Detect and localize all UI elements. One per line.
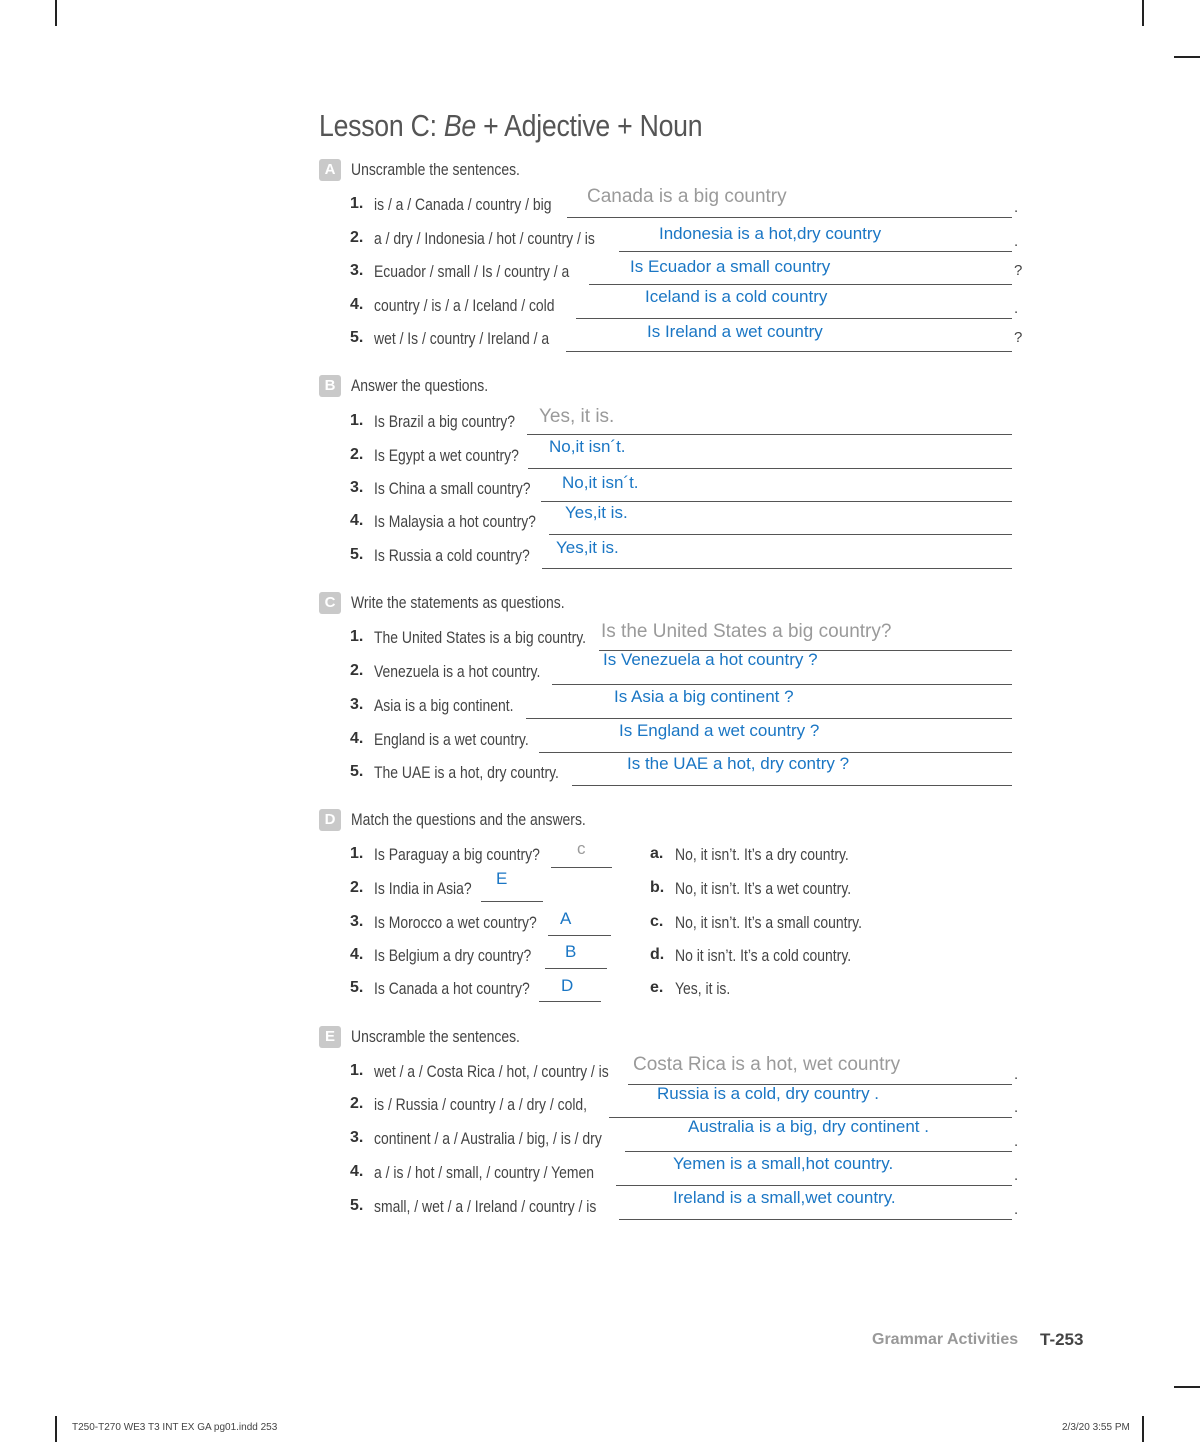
answer-input[interactable]: D (561, 976, 574, 995)
footer-section-label: Grammar Activities (872, 1331, 1019, 1348)
answer-input[interactable]: Russia is a cold, dry country . (657, 1084, 880, 1103)
match-option: a. No, it isn’t. It’s a dry country. (650, 845, 849, 864)
crop-mark (1142, 1416, 1144, 1442)
page-number: T-253 (1040, 1330, 1084, 1349)
section-instruction: Unscramble the sentences. (351, 160, 520, 179)
exercise-b-item: 4. Is Malaysia a hot country? Yes,it is. (319, 509, 1019, 535)
answer-line (527, 434, 1012, 435)
answer-line (541, 501, 1012, 502)
answer-input[interactable]: Is Ecuador a small country (630, 257, 831, 276)
answer-line (572, 785, 1012, 786)
answer-line (567, 217, 1012, 218)
title-italic-be: Be (443, 108, 476, 143)
section-instruction: Match the questions and the answers. (351, 810, 586, 829)
crop-mark (1174, 56, 1200, 58)
answer-line (545, 968, 607, 969)
answer-line (566, 351, 1012, 352)
answer-line (576, 318, 1012, 319)
answer-input[interactable]: Is Ireland a wet country (647, 322, 823, 341)
exercise-b-item: 1. Is Brazil a big country? Yes, it is. (319, 409, 1019, 435)
crop-mark (1174, 1386, 1200, 1388)
answer-input[interactable]: Is Venezuela a hot country ? (603, 650, 818, 669)
answer-line (616, 1185, 1012, 1186)
section-instruction: Answer the questions. (351, 376, 489, 395)
exercise-a-item: 5. wet / Is / country / Ireland / a Is Ireland a wet country ? (319, 326, 1024, 352)
exercise-c-item: 4. England is a wet country. Is England a wet country ? (319, 727, 1019, 753)
answer-line (548, 935, 611, 936)
exercise-e-item: 4. a / is / hot / small, / country / Yemen Yemen is a small,hot country. . (350, 1154, 1019, 1184)
answer-line (619, 251, 1012, 252)
match-option: b. No, it isn’t. It’s a wet country. (650, 879, 852, 898)
answer-line (551, 867, 612, 868)
exercise-b-item: 5. Is Russia a cold country? Yes,it is. (319, 543, 1019, 569)
answer-input[interactable]: Is the UAE a hot, dry contry ? (627, 754, 850, 773)
crop-mark (55, 0, 57, 26)
exercise-a-item: 4. country / is / a / Iceland / cold Iceland is a cold country . (350, 287, 1019, 317)
crop-mark (55, 1416, 57, 1442)
answer-line (539, 752, 1012, 753)
answer-input[interactable]: Iceland is a cold country (645, 287, 828, 306)
section-badge: C (319, 592, 341, 614)
answer-input[interactable]: No,it isn´t. (562, 473, 639, 492)
match-question: 5. Is Canada a hot country? D (319, 976, 619, 1002)
answer-input[interactable]: A (560, 909, 572, 928)
exercise-c-item: 5. The UAE is a hot, dry country. Is the UAE a hot, dry contry ? (319, 760, 1019, 786)
answer-input[interactable]: Costa Rica is a hot, wet country (633, 1054, 901, 1075)
answer-line (549, 534, 1012, 535)
answer-input[interactable]: Indonesia is a hot,dry country (659, 224, 882, 243)
exercise-c-item: 3. Asia is a big continent. Is Asia a big continent ? (319, 693, 1019, 719)
section-badge: E (319, 1026, 341, 1048)
answer-line (526, 718, 1012, 719)
answer-line (589, 284, 1012, 285)
match-option: d. No it isn’t. It’s a cold country. (650, 946, 852, 965)
exercise-e-item: 2. is / Russia / country / a / dry / cold, Russia is a cold, dry country . . (350, 1084, 1019, 1116)
answer-input[interactable]: Yes,it is. (565, 503, 628, 522)
answer-input[interactable]: Yes,it is. (556, 538, 619, 557)
answer-input[interactable]: Yes, it is. (539, 406, 615, 427)
section-badge: A (319, 159, 341, 181)
print-slug-file: T250-T270 WE3 T3 INT EX GA pg01.indd 253 (72, 1422, 278, 1433)
exercise-a-item: 3. Ecuador / small / Is / country / a Is Ecuador a small country ? (319, 259, 1024, 285)
print-slug-date: 2/3/20 3:55 PM (1062, 1422, 1130, 1433)
answer-line (539, 1001, 601, 1002)
match-option: c. No, it isn’t. It’s a small country. (650, 913, 862, 932)
answer-line (619, 1219, 1012, 1220)
match-question: 3. Is Morocco a wet country? A (319, 910, 619, 936)
answer-line (542, 568, 1012, 569)
crop-mark (1142, 0, 1144, 26)
exercise-b-item: 3. Is China a small country? No,it isn´t. (319, 476, 1019, 502)
answer-input[interactable]: c (577, 839, 586, 858)
exercise-c-item: 1. The United States is a big country. Is the United States a big country? (319, 625, 1019, 651)
section-instruction: Unscramble the sentences. (351, 1027, 520, 1046)
exercise-a-item: 1. is / a / Canada / country / big Canada is a big country . (350, 186, 1019, 216)
exercise-c-item: 2. Venezuela is a hot country. Is Venezuela a hot country ? (319, 659, 1019, 685)
answer-input[interactable]: Is Asia a big continent ? (614, 687, 794, 706)
exercise-a-item: 2. a / dry / Indonesia / hot / country / is Indonesia is a hot,dry country . (350, 224, 1019, 250)
answer-line (528, 468, 1012, 469)
answer-line (552, 684, 1012, 685)
answer-line (481, 901, 543, 902)
exercise-e-item: 3. continent / a / Australia / big, / is / dry Australia is a big, dry continent . . (350, 1117, 1019, 1150)
answer-input[interactable]: Canada is a big country (587, 186, 787, 207)
section-badge: B (319, 375, 341, 397)
exercise-e-item: 1. wet / a / Costa Rica / hot, / country / is Costa Rica is a hot, wet country . (350, 1054, 1019, 1083)
section-badge: D (319, 809, 341, 831)
match-option: e. Yes, it is. (650, 979, 731, 998)
answer-input[interactable]: Is England a wet country ? (619, 721, 820, 740)
match-question: 1. Is Paraguay a big country? c (319, 842, 619, 868)
exercise-b-item: 2. Is Egypt a wet country? No,it isn´t. (319, 443, 1019, 469)
match-question: 2. Is India in Asia? E (319, 876, 619, 902)
answer-input[interactable]: Yemen is a small,hot country. (673, 1154, 894, 1173)
answer-input[interactable]: Is the United States a big country? (601, 621, 892, 642)
section-instruction: Write the statements as questions. (351, 593, 565, 612)
answer-input[interactable]: Australia is a big, dry continent . (688, 1117, 929, 1136)
exercise-e-item: 5. small, / wet / a / Ireland / country / is Ireland is a small,wet country. . (350, 1188, 1019, 1218)
answer-input[interactable]: No,it isn´t. (549, 437, 626, 456)
match-question: 4. Is Belgium a dry country? B (319, 943, 619, 969)
answer-input[interactable]: Ireland is a small,wet country. (673, 1188, 896, 1207)
answer-line (625, 1151, 1012, 1152)
answer-input[interactable]: B (565, 942, 577, 961)
answer-input[interactable]: E (496, 869, 508, 888)
page-title: Lesson C: Be + Adjective + Noun (319, 108, 703, 143)
